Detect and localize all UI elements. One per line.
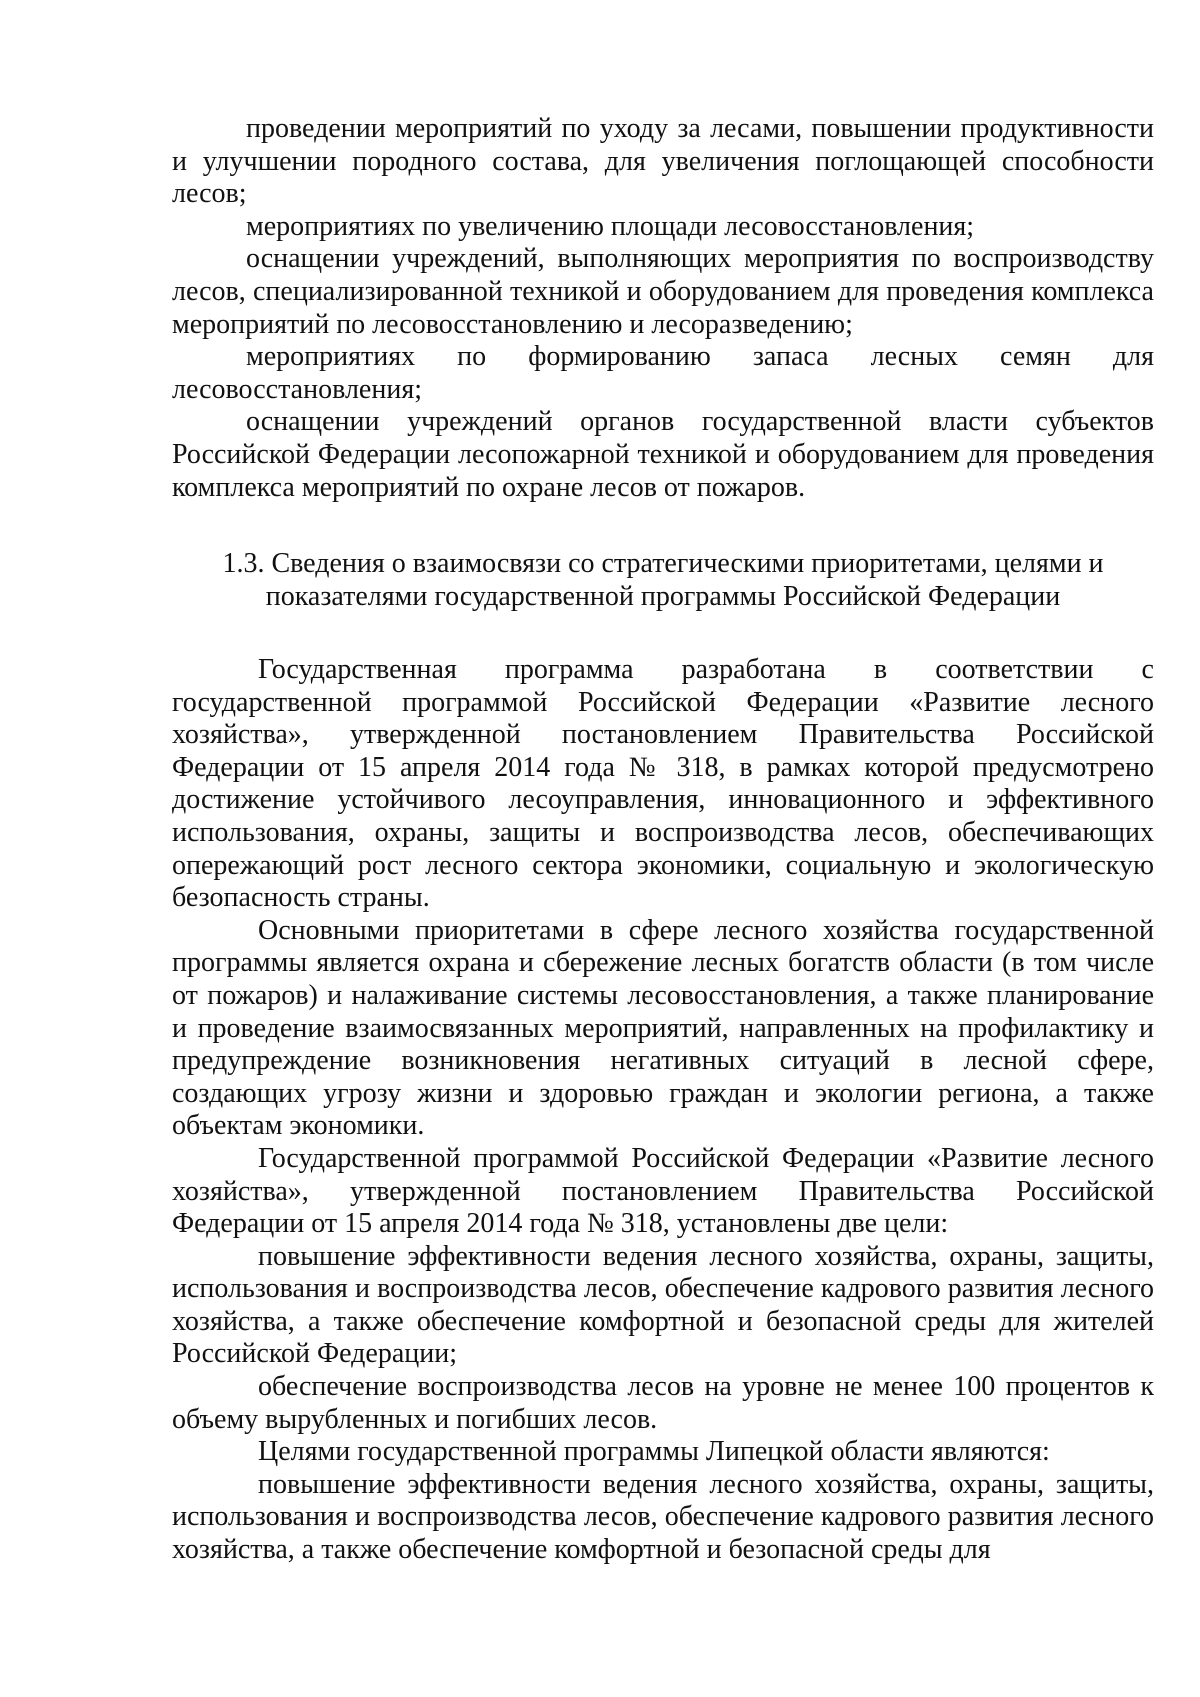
paragraph-goal-reproduction: обеспечение воспроизводства лесов на уровне не менее 100 процентов к объему вырубленных и погибших лесов.	[172, 1371, 1154, 1435]
paragraph-forest-care: проведении мероприятий по уходу за лесами, повышении продуктивности и улучшении породного состава, для увеличения поглощающей способности лесов;	[172, 113, 1154, 210]
paragraph-equipment-reforestation: оснащении учреждений, выполняющих мероприятия по воспроизводству лесов, специализированной техникой и оборудованием для проведения комплекса мероприятий по лесовосстановлению и лесоразведению;	[172, 243, 1154, 340]
paragraph-fire-equipment: оснащении учреждений органов государственной власти субъектов Российской Федерации лесопожарной техникой и оборудованием для проведения комплекса мероприятий по охране лесов от пожаров.	[172, 406, 1154, 503]
paragraph-lipetsk-goals: Целями государственной программы Липецкой области являются:	[258, 1436, 1050, 1468]
section-heading-line-2: показателями государственной программы Российской Федерации	[265, 580, 1061, 612]
paragraph-lipetsk-goal-efficiency: повышение эффективности ведения лесного хозяйства, охраны, защиты, использования и воспроизводства лесов, обеспечение кадрового развития лесного хозяйства, а также обеспечение комфортной и безопасной среды для	[172, 1468, 1154, 1566]
top-text-block	[172, 113, 1154, 504]
paragraph-goal-efficiency: повышение эффективности ведения лесного хозяйства, охраны, защиты, использования и воспроизводства лесов, обеспечение кадрового развития лесного хозяйства, а также обеспечение комфортной и безопасной среды для жителей Российской Федерации;	[172, 1240, 1154, 1370]
section-heading	[172, 548, 1154, 613]
paragraph-federal-goals: Государственной программой Российской Федерации «Развитие лесного хозяйства», утвержденной постановлением Правительства Российской Федерации от 15 апреля 2014 года № 318, установлены две цели:	[172, 1142, 1154, 1240]
section-heading-line-1: 1.3. Сведения о взаимосвязи со стратегическими приоритетами, целями и	[222, 548, 1104, 579]
paragraph-priorities: Основными приоритетами в сфере лесного хозяйства государственной программы является охрана и сбережение лесных богатств области (в том числе от пожаров) и налаживание системы лесовосстановления, а также планирование и проведение взаимосвязанных мероприятий, направленных на профилактику и предупреждение возникновения негативных ситуаций в лесной сфере, создающих угрозу жизни и здоровью граждан и экологии региона, а также объектам экономики.	[172, 914, 1154, 1142]
body-text-block	[172, 654, 1154, 1567]
paragraph-reforestation-area: мероприятиях по увеличению площади лесовосстановления;	[246, 210, 975, 242]
paragraph-seed-stock: мероприятиях по формированию запаса лесных семян для лесовосстановления;	[172, 341, 1154, 405]
paragraph-program-compliance: Государственная программа разработана в соответствии с государственной программой Российской Федерации «Развитие лесного хозяйства», утвержденной постановлением Правительства Российской Федерации от 15 апреля 2014 года № 318, в рамках которой предусмотрено достижение устойчивого лесоуправления, инновационного и эффективного использования, охраны, защиты и воспроизводства лесов, обеспечивающих опережающий рост лесного сектора экономики, социальную и экологическую безопасность страны.	[172, 654, 1154, 914]
